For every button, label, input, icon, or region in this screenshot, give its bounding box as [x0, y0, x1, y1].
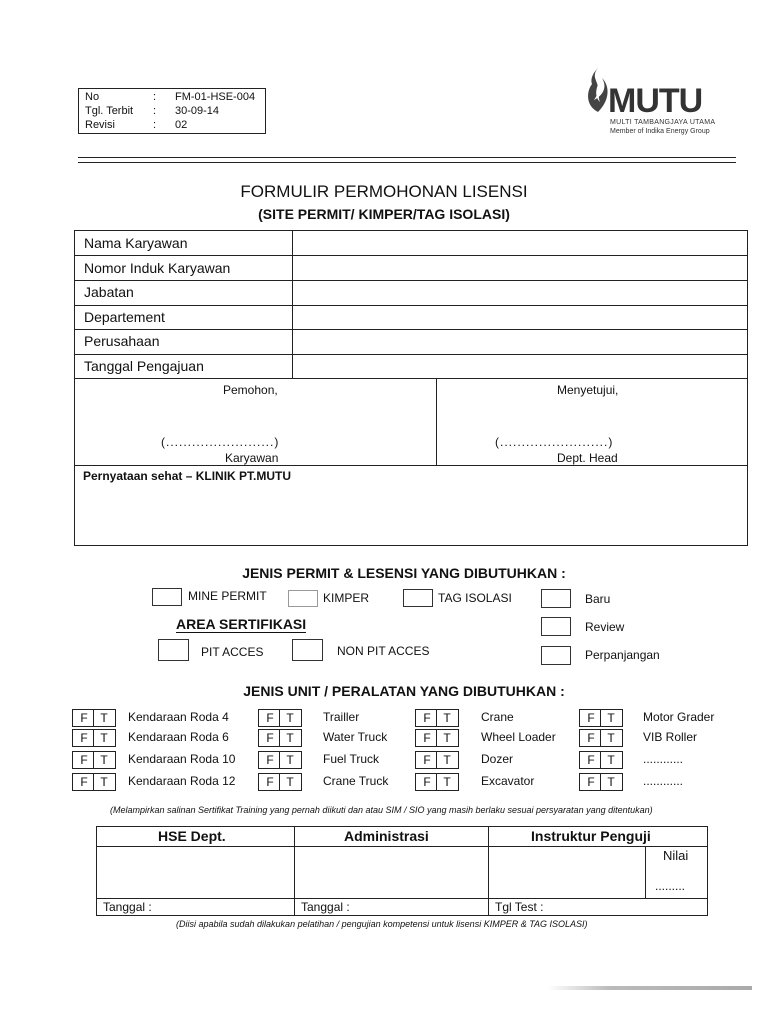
t-checkbox[interactable]: T [100, 775, 108, 789]
doc-revision-value: 02 [175, 119, 188, 131]
ft-divider [600, 752, 601, 768]
doc-revision-label: Revisi [85, 119, 115, 131]
f-checkbox[interactable]: F [423, 775, 431, 789]
f-checkbox[interactable]: F [266, 753, 274, 767]
applicant-heading: Pemohon, [223, 383, 278, 397]
f-checkbox[interactable]: F [80, 753, 88, 767]
field-label-departement: Departement [84, 309, 165, 325]
unit-label: Water Truck [323, 730, 388, 744]
baru-label: Baru [585, 592, 611, 606]
ft-checkbox-group [415, 773, 459, 791]
approval-note: (Diisi apabila sudah dilakukan pelatihan / pengujian kompetensi untuk lisensi KIMPER & TAG ISOLASI) [176, 919, 588, 929]
ft-checkbox-group [72, 729, 116, 747]
non-pit-acces-label: NON PIT ACCES [337, 644, 430, 658]
ft-checkbox-group [579, 773, 623, 791]
nilai-value-field[interactable]: ......... [655, 879, 686, 893]
area-certification-heading: AREA SERTIFIKASI [176, 616, 307, 632]
field-label-jabatan: Jabatan [84, 284, 134, 300]
ft-divider [436, 774, 437, 790]
t-checkbox[interactable]: T [100, 731, 108, 745]
t-checkbox[interactable]: T [286, 775, 294, 789]
ft-checkbox-group [72, 751, 116, 769]
ft-divider [93, 752, 94, 768]
doc-issue-date-value: 30-09-14 [175, 105, 220, 117]
administrasi-date-label: Tanggal : [301, 900, 350, 914]
hse-dept-date-label: Tanggal : [103, 900, 152, 914]
field-label-perusahaan: Perusahaan [84, 333, 160, 349]
unit-label: ............ [643, 752, 684, 766]
instruktur-signature-field[interactable] [490, 847, 644, 897]
test-date-label: Tgl Test : [495, 900, 544, 914]
ft-checkbox-group [258, 729, 302, 747]
approval-footer-divider [97, 898, 707, 899]
unit-label: Crane [481, 710, 514, 724]
administrasi-header: Administrasi [344, 828, 429, 844]
perpanjangan-label: Perpanjangan [585, 648, 660, 662]
administrasi-signature-field[interactable] [296, 847, 487, 897]
f-checkbox[interactable]: F [266, 711, 274, 725]
f-checkbox[interactable]: F [587, 711, 595, 725]
health-statement-label: Pernyataan sehat – KLINIK PT.MUTU [83, 469, 292, 483]
ft-divider [279, 730, 280, 746]
ft-checkbox-group [579, 729, 623, 747]
t-checkbox[interactable]: T [607, 775, 615, 789]
f-checkbox[interactable]: F [80, 775, 88, 789]
t-checkbox[interactable]: T [286, 753, 294, 767]
approver-role: Dept. Head [557, 451, 618, 465]
ft-divider [93, 774, 94, 790]
f-checkbox[interactable]: F [80, 711, 88, 725]
ft-checkbox-group [72, 709, 116, 727]
f-checkbox[interactable]: F [266, 731, 274, 745]
nilai-column-divider [645, 846, 646, 898]
company-logo-text: MUTU [608, 82, 703, 120]
mine-permit-label: MINE PERMIT [188, 589, 267, 603]
ft-checkbox-group [579, 709, 623, 727]
form-subtitle: (SITE PERMIT/ KIMPER/TAG ISOLASI) [258, 206, 510, 222]
unit-label: Kendaraan Roda 6 [128, 730, 229, 744]
unit-label: Kendaraan Roda 12 [128, 774, 236, 788]
unit-label: VIB Roller [643, 730, 698, 744]
ft-divider [279, 710, 280, 726]
t-checkbox[interactable]: T [443, 711, 451, 725]
unit-label: ............ [643, 774, 684, 788]
unit-label: Excavator [481, 774, 535, 788]
ft-divider [436, 752, 437, 768]
doc-number-label: No [85, 91, 100, 103]
unit-section-heading: JENIS UNIT / PERALATAN YANG DIBUTUHKAN : [243, 683, 565, 699]
f-checkbox[interactable]: F [587, 753, 595, 767]
t-checkbox[interactable]: T [100, 711, 108, 725]
company-tagline: MULTI TAMBANGJAYA UTAMA [610, 119, 716, 126]
company-member-note: Member of Indika Energy Group [610, 128, 710, 135]
pit-acces-label: PIT ACCES [201, 645, 264, 659]
doc-issue-date-separator: : [153, 105, 157, 117]
f-checkbox[interactable]: F [266, 775, 274, 789]
unit-label: Motor Grader [643, 710, 715, 724]
field-label-tanggal-pengajuan: Tanggal Pengajuan [84, 358, 204, 374]
ft-checkbox-group [258, 751, 302, 769]
f-checkbox[interactable]: F [423, 711, 431, 725]
kimper-label: KIMPER [323, 591, 370, 605]
ft-divider [279, 752, 280, 768]
unit-label: Trailler [323, 710, 360, 724]
ft-divider [93, 730, 94, 746]
f-checkbox[interactable]: F [587, 731, 595, 745]
applicant-role: Karyawan [225, 451, 279, 465]
ft-divider [93, 710, 94, 726]
ft-checkbox-group [72, 773, 116, 791]
t-checkbox[interactable]: T [443, 731, 451, 745]
ft-checkbox-group [415, 751, 459, 769]
unit-label: Kendaraan Roda 4 [128, 710, 229, 724]
doc-number-value: FM-01-HSE-004 [175, 91, 256, 103]
unit-label: Dozer [481, 752, 514, 766]
ft-divider [600, 730, 601, 746]
t-checkbox[interactable]: T [607, 753, 615, 767]
t-checkbox[interactable]: T [286, 711, 294, 725]
t-checkbox[interactable]: T [100, 753, 108, 767]
tag-isolasi-label: TAG ISOLASI [438, 591, 512, 605]
permit-section-heading: JENIS PERMIT & LESENSI YANG DIBUTUHKAN : [242, 565, 566, 581]
t-checkbox[interactable]: T [607, 731, 615, 745]
doc-issue-date-label: Tgl. Terbit [85, 105, 134, 117]
ft-divider [279, 774, 280, 790]
unit-label: Wheel Loader [481, 730, 556, 744]
form-title: FORMULIR PERMOHONAN LISENSI [240, 182, 528, 201]
f-checkbox[interactable]: F [423, 731, 431, 745]
unit-label: Fuel Truck [323, 752, 380, 766]
ft-checkbox-group [258, 773, 302, 791]
unit-label: Kendaraan Roda 10 [128, 752, 236, 766]
f-checkbox[interactable]: F [423, 753, 431, 767]
ft-checkbox-group [415, 709, 459, 727]
t-checkbox[interactable]: T [286, 731, 294, 745]
f-checkbox[interactable]: F [587, 775, 595, 789]
doc-revision-separator: : [153, 119, 157, 131]
t-checkbox[interactable]: T [607, 711, 615, 725]
scan-edge-mark [548, 986, 752, 990]
unit-label: Crane Truck [323, 774, 389, 788]
instruktur-header: Instruktur Penguji [531, 828, 651, 844]
ft-checkbox-group [258, 709, 302, 727]
hse-dept-header: HSE Dept. [158, 828, 226, 844]
ft-divider [600, 710, 601, 726]
ft-checkbox-group [579, 751, 623, 769]
t-checkbox[interactable]: T [443, 775, 451, 789]
applicant-signature-blank[interactable]: (.........................) [161, 435, 280, 449]
f-checkbox[interactable]: F [80, 731, 88, 745]
review-label: Review [585, 620, 625, 634]
approval-table [96, 826, 708, 916]
approver-heading: Menyetujui, [557, 383, 619, 397]
ft-divider [436, 730, 437, 746]
approval-column-divider [294, 827, 295, 915]
approver-signature-blank[interactable]: (.........................) [495, 435, 614, 449]
field-label-nama-karyawan: Nama Karyawan [84, 235, 188, 251]
approval-column-divider [488, 827, 489, 915]
ft-divider [436, 710, 437, 726]
doc-number-separator: : [153, 91, 157, 103]
ft-checkbox-group [415, 729, 459, 747]
hse-dept-signature-field[interactable] [98, 847, 293, 897]
training-certificate-note: (Melampirkan salinan Sertifikat Training yang pernah diikuti dan atau SIM / SIO yang masih berlaku sesuai persyaratan yang ditentukan) [110, 805, 653, 815]
ft-divider [600, 774, 601, 790]
nilai-label: Nilai [663, 848, 689, 863]
t-checkbox[interactable]: T [443, 753, 451, 767]
field-label-nomor-induk: Nomor Induk Karyawan [84, 260, 231, 276]
